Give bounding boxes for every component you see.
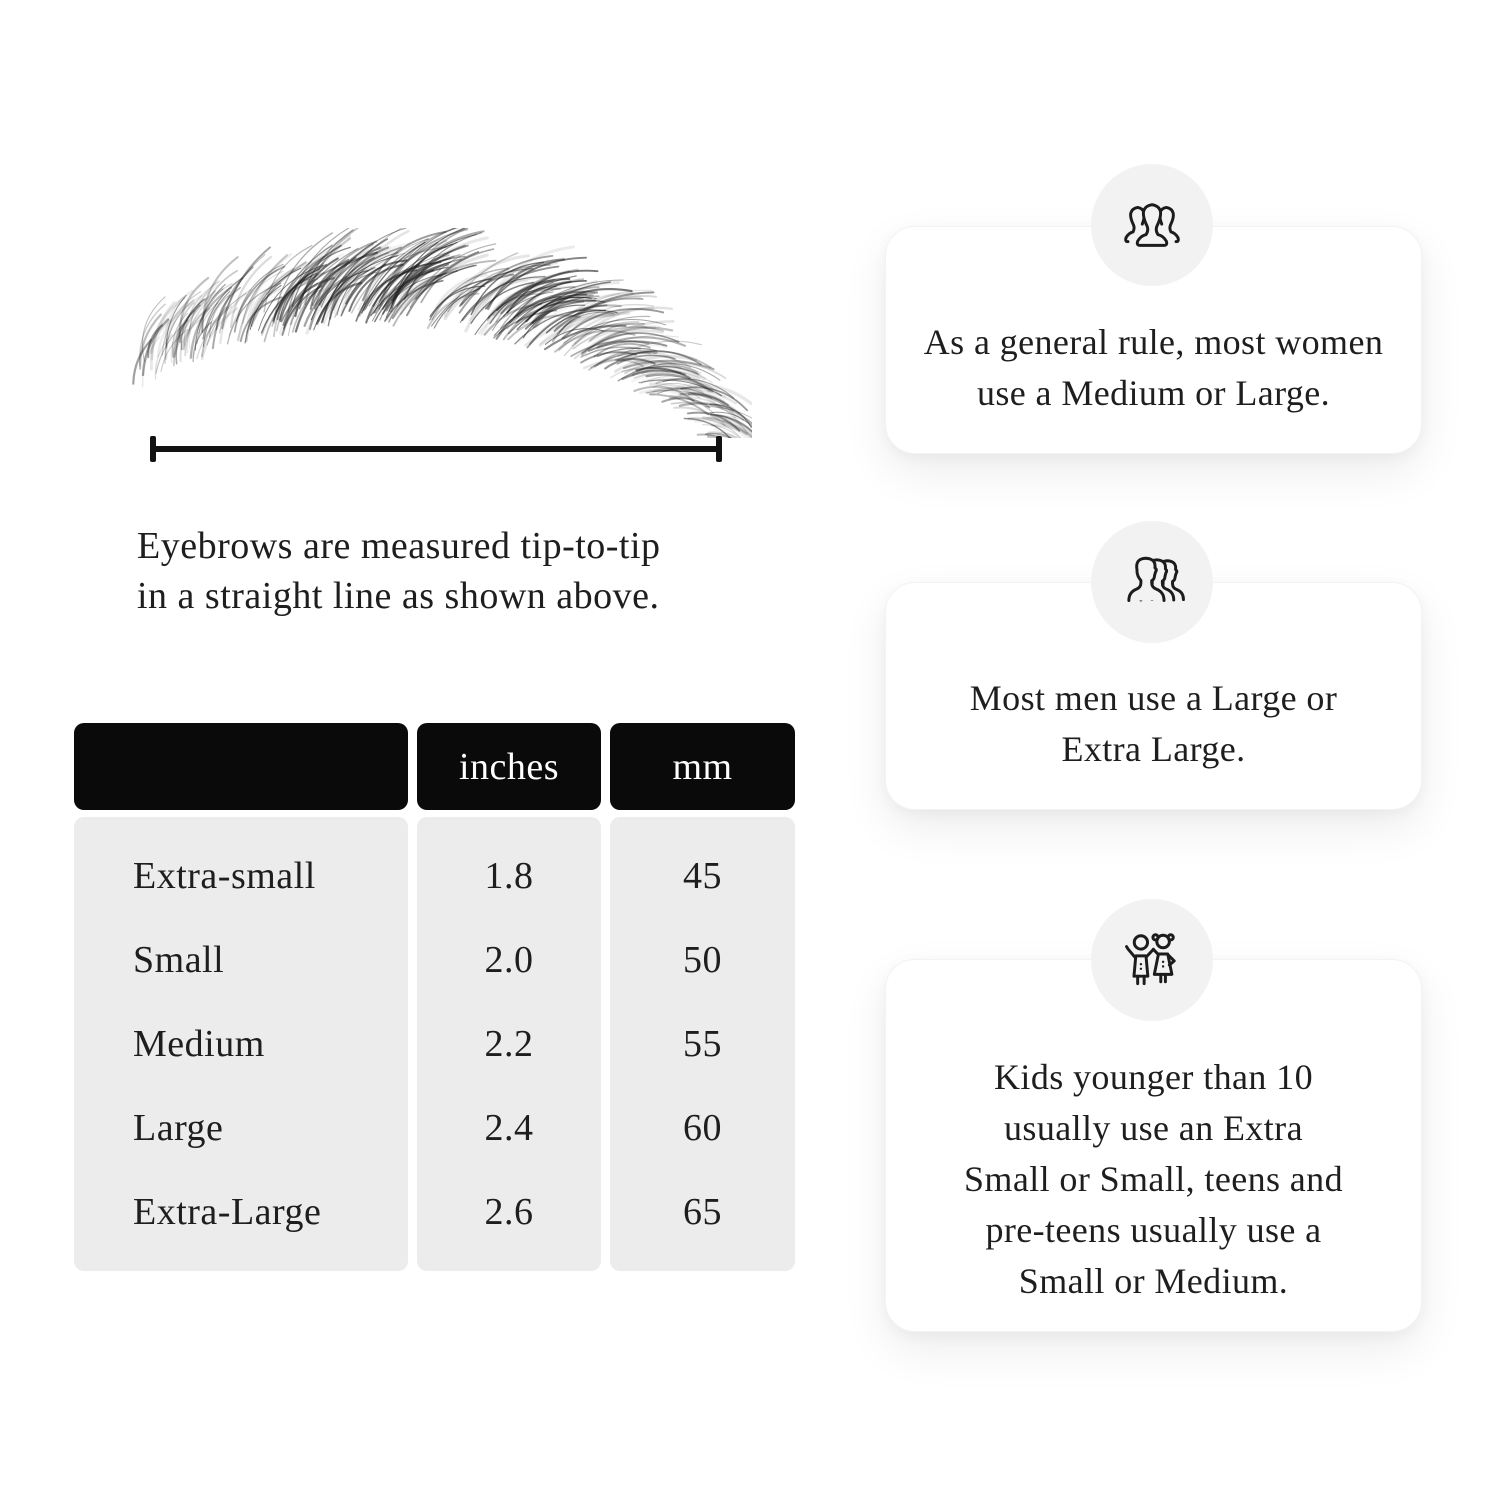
kids-card-text — [886, 1052, 1421, 1307]
mm-value: 65 — [683, 1191, 722, 1233]
column-inches — [417, 817, 601, 1271]
size-label: Extra-Large — [133, 1191, 322, 1233]
women-card-text — [886, 317, 1421, 419]
inches-value: 2.4 — [484, 1107, 534, 1149]
card-text-line: Small or Small, teens and — [964, 1159, 1343, 1199]
card-text-line: Most men use a Large or — [969, 678, 1338, 718]
inches-value: 2.6 — [484, 1191, 534, 1233]
inches-value: 2.0 — [484, 939, 534, 981]
measure-line — [150, 436, 722, 462]
header-cell-size — [74, 723, 408, 810]
mm-value: 45 — [683, 855, 722, 897]
eyebrow-illustration — [112, 228, 752, 438]
caption-line: in a straight line as shown above. — [137, 575, 660, 617]
size-label: Large — [133, 1107, 224, 1149]
inches-value: 1.8 — [484, 855, 534, 897]
size-label: Medium — [133, 1023, 265, 1065]
kids-icon — [1115, 923, 1189, 997]
header-cell-inches: inches — [417, 723, 601, 810]
column-mm — [610, 817, 795, 1271]
card-text-line: use a Medium or Large. — [976, 373, 1331, 413]
women-group-icon — [1115, 188, 1189, 262]
card-text-line: Kids younger than 10 — [994, 1057, 1313, 1097]
column-size-labels — [74, 817, 408, 1271]
card-text-line: pre-teens usually use a — [985, 1210, 1322, 1250]
card-text-line: usually use an Extra — [1004, 1108, 1303, 1148]
kids-icon-badge — [1091, 899, 1213, 1021]
size-table — [74, 723, 795, 1271]
caption-line: Eyebrows are measured tip-to-tip — [137, 525, 661, 567]
women-icon-badge — [1091, 164, 1213, 286]
measure-end-tick-right — [716, 436, 722, 462]
header-cell-mm: mm — [610, 723, 795, 810]
size-label: Small — [133, 939, 225, 981]
size-table-body — [74, 817, 795, 1271]
measurement-caption — [137, 521, 661, 621]
mm-value: 50 — [683, 939, 722, 981]
mm-value: 60 — [683, 1107, 722, 1149]
inches-value: 2.2 — [484, 1023, 534, 1065]
men-card-text — [886, 673, 1421, 775]
card-text-line: As a general rule, most women — [923, 322, 1384, 362]
size-table-header — [74, 723, 795, 810]
men-icon-badge — [1091, 521, 1213, 643]
size-label: Extra-small — [133, 855, 316, 897]
card-text-line: Small or Medium. — [1018, 1261, 1289, 1301]
mm-value: 55 — [683, 1023, 722, 1065]
measure-bar — [150, 446, 722, 452]
men-group-icon — [1115, 545, 1189, 619]
card-text-line: Extra Large. — [1061, 729, 1246, 769]
